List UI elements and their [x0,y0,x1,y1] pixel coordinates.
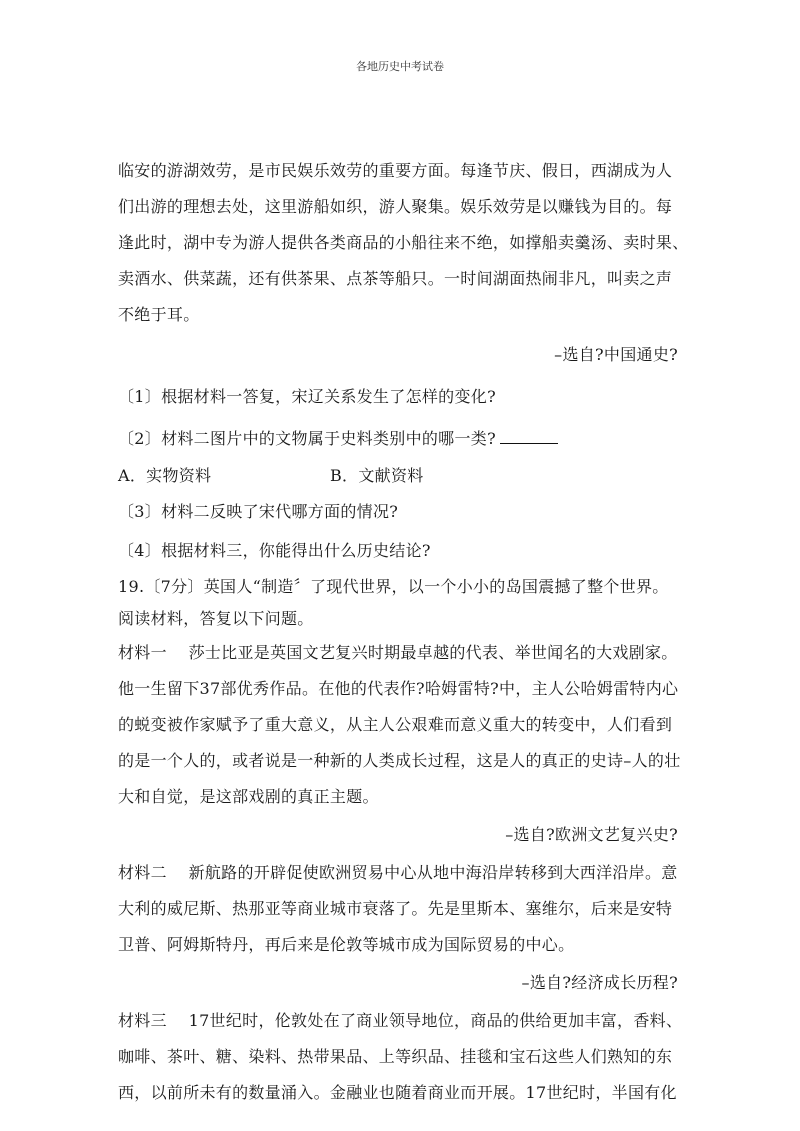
option-b: B．文献资料 [330,466,424,485]
question-2-text: 〔2〕材料二图片中的文物属于史料类别中的哪一类? [118,429,496,448]
material-line: 逢此时，湖中专为游人提供各类商品的小船往来不绝，如撑船卖羹汤、卖时果、 [118,233,689,252]
answer-blank[interactable] [500,429,558,444]
material-line: 们出游的理想去处，这里游船如织，游人聚集。娱乐效劳是以赚钱为目的。每 [118,197,673,216]
material-2-line: 大利的威尼斯、热那亚等商业城市衰落了。先是里斯本、塞维尔，后来是安特 [118,899,673,918]
page-header: 各地历史中考试卷 [356,60,444,73]
material-3-line: 材料三 17世纪时，伦敦处在了商业领导地位，商品的供给更加丰富，香料、 [118,1011,683,1030]
question-2-options [118,463,678,486]
material-2-source: –选自?经济成长历程? [521,973,678,992]
material-1-line: 材料一 莎士比亚是英国文艺复兴时期最卓越的代表、举世闻名的大戏剧家。 [118,643,678,662]
material-line: 不绝于耳。 [118,305,200,324]
question-19-title: 19.〔7分〕英国人“制造〞了现代世界，以一个小小的岛国震撼了整个世界。 [118,577,669,596]
question-19-instruction: 阅读材料，答复以下问题。 [118,609,314,628]
material-2-line: 材料二 新航路的开辟促使欧洲贸易中心从地中海沿岸转移到大西洋沿岸。意 [118,863,678,882]
material-2-line: 卫普、阿姆斯特丹，再后来是伦敦等城市成为国际贸易的中心。 [118,935,575,954]
material-line: 卖酒水、供菜蔬，还有供茶果、点茶等船只。一时间湖面热闹非凡，叫卖之声 [118,269,673,288]
question-1: 〔1〕根据材料一答复，宋辽关系发生了怎样的变化? [118,387,496,406]
material-line: 临安的游湖效劳，是市民娱乐效劳的重要方面。每逢节庆、假日，西湖成为人 [118,161,673,180]
material-1-line: 他一生留下37部优秀作品。在他的代表作?哈姆雷特?中，主人公哈姆雷特内心 [118,679,679,698]
material-1-line: 的是一个人的，或者说是一种新的人类成长过程，这是人的真正的史诗–人的壮 [118,751,681,770]
material-3-line: 西，以前所未有的数量涌入。金融业也随着商业而开展。17世纪时，半国有化 [118,1083,677,1102]
material-1-line: 的蜕变被作家赋予了重大意义，从主人公艰难而意义重大的转变中，人们看到 [118,715,673,734]
material-1-line: 大和自觉，是这部戏剧的真正主题。 [118,787,379,806]
question-3: 〔3〕材料二反映了宋代哪方面的情况? [118,502,399,521]
question-2 [118,426,558,449]
source-citation: –选自?中国通史? [554,345,678,364]
question-4: 〔4〕根据材料三，你能得出什么历史结论? [118,541,431,560]
material-3-line: 咖啡、茶叶、糖、染料、热带果品、上等织品、挂毯和宝石这些人们熟知的东 [118,1047,673,1066]
option-a: A．实物资料 [118,466,212,485]
material-1-source: –选自?欧洲文艺复兴史? [505,825,678,844]
